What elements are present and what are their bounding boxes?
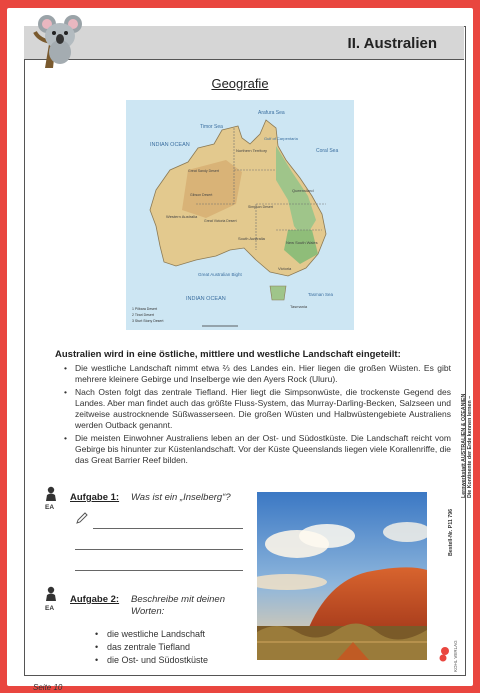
map-label-arafura-sea: Arafura Sea (258, 110, 285, 116)
intro-bullet-list (61, 363, 451, 468)
map-label-tasmania: Tasmania (290, 304, 308, 309)
intro-bullet-east: • Die meisten Einwohner Australiens leben an der Ost- und Südostküste. Die Landschaft reicht vom Gebirge bis hinunter zur Küstenlandschaft. Vor der Küste Queenslands liegen viele Korallenriffe, die das Great Barrier Reef bilden. (61, 433, 451, 467)
intro-headline: Australien wird in eine östliche, mittlere und westliche Landschaft eingeteilt: (55, 349, 401, 360)
map-legend-1: 1 Pilbara Desert (132, 307, 158, 311)
koala-mascot-icon (29, 12, 89, 68)
side-series-subtitle: Die Kontinente der Erde kennen lernen – (467, 395, 474, 498)
side-series-text (461, 308, 479, 498)
map-label-northern-territory: Northern Territory (236, 148, 268, 153)
intro-bullet-west: • Die westliche Landschaft nimmt etwa ⅔ des Landes ein. Hier liegen die großen Wüsten. Es gibt mehrere kleinere Gebirge und Inselberge wie den Ayers Rock (Uluru). (61, 363, 451, 386)
worksheet-page (7, 8, 474, 692)
map-label-ocean-2: INDIAN OCEAN (186, 296, 226, 302)
page-number: Seite 10 (33, 683, 63, 692)
map-label-gulf: Gulf of Carpentaria (264, 136, 298, 141)
map-label-ocean-1: INDIAN OCEAN (150, 142, 190, 148)
map-label-south-australia: South Australia (238, 236, 265, 241)
task2-item: • die Ost- und Südostküste (93, 654, 208, 667)
map-label-tasman-sea: Tasman Sea (308, 292, 334, 297)
person-icon (43, 586, 59, 602)
intro-bullet-central: • Nach Osten folgt das zentrale Tiefland. Hier liegt die Simpsonwüste, die trockenste Gegend des Landes. Aber man findet auch das größte Fluss-System, das Murray-Darling-Becken, Salzseen und zeitweise austrocknende Süßwasserseen. Die großen Wüsten und Halbwüstengebiete Australiens werden Outback genannt. (61, 387, 451, 432)
answer-line[interactable] (93, 528, 243, 529)
chapter-title: II. Australien (347, 35, 437, 52)
map-label-queensland: Queensland (292, 188, 314, 193)
map-label-coral-sea: Coral Sea (316, 148, 339, 154)
task1-question: Was ist ein „Inselberg“? (131, 492, 231, 503)
map-label-bight: Great Australian Bight (198, 272, 242, 277)
map-label-western-australia: Western Australia (166, 214, 198, 219)
task1-mode-label: EA (45, 504, 55, 511)
task2-item: • die westliche Landschaft (93, 628, 208, 641)
answer-line[interactable] (75, 570, 243, 571)
task2-item: • das zentrale Tiefland (93, 641, 208, 654)
map-legend-3: 3 Sturt Stony Desert (132, 319, 164, 323)
publisher-logo-icon (439, 646, 451, 664)
map-label-victoria: Victoria (278, 266, 292, 271)
pencil-icon (75, 511, 89, 525)
task2-question: Beschreibe mit deinen Worten: (131, 594, 225, 617)
uluru-photo (257, 492, 427, 660)
person-icon (43, 486, 59, 502)
map-label-great-victoria: Great Victoria Desert (204, 219, 237, 223)
task2-label: Aufgabe 2: (70, 594, 120, 605)
section-title: Geografie (211, 76, 269, 91)
order-number: Bestell-Nr. P11 796 (448, 508, 454, 556)
task2-mode-label: EA (45, 605, 55, 612)
map-label-gibson: Gibson Desert (190, 193, 213, 197)
task2-item-list (93, 628, 208, 667)
australia-map (126, 100, 354, 330)
map-label-timor-sea: Timor Sea (200, 124, 223, 130)
map-legend-2: 2 Tirari Desert (132, 313, 154, 317)
map-label-nsw: New South Wales (286, 240, 318, 245)
map-label-great-sandy: Great Sandy Desert (188, 169, 219, 173)
publisher-name: KOHL VERLAG (453, 640, 458, 672)
answer-line[interactable] (75, 549, 243, 550)
side-series-title: Lernwerkstatt AUSTRALIEN & OZEANIEN (461, 393, 467, 498)
map-label-simpson: Simpson Desert (248, 205, 273, 209)
task1-label: Aufgabe 1: (70, 492, 120, 503)
